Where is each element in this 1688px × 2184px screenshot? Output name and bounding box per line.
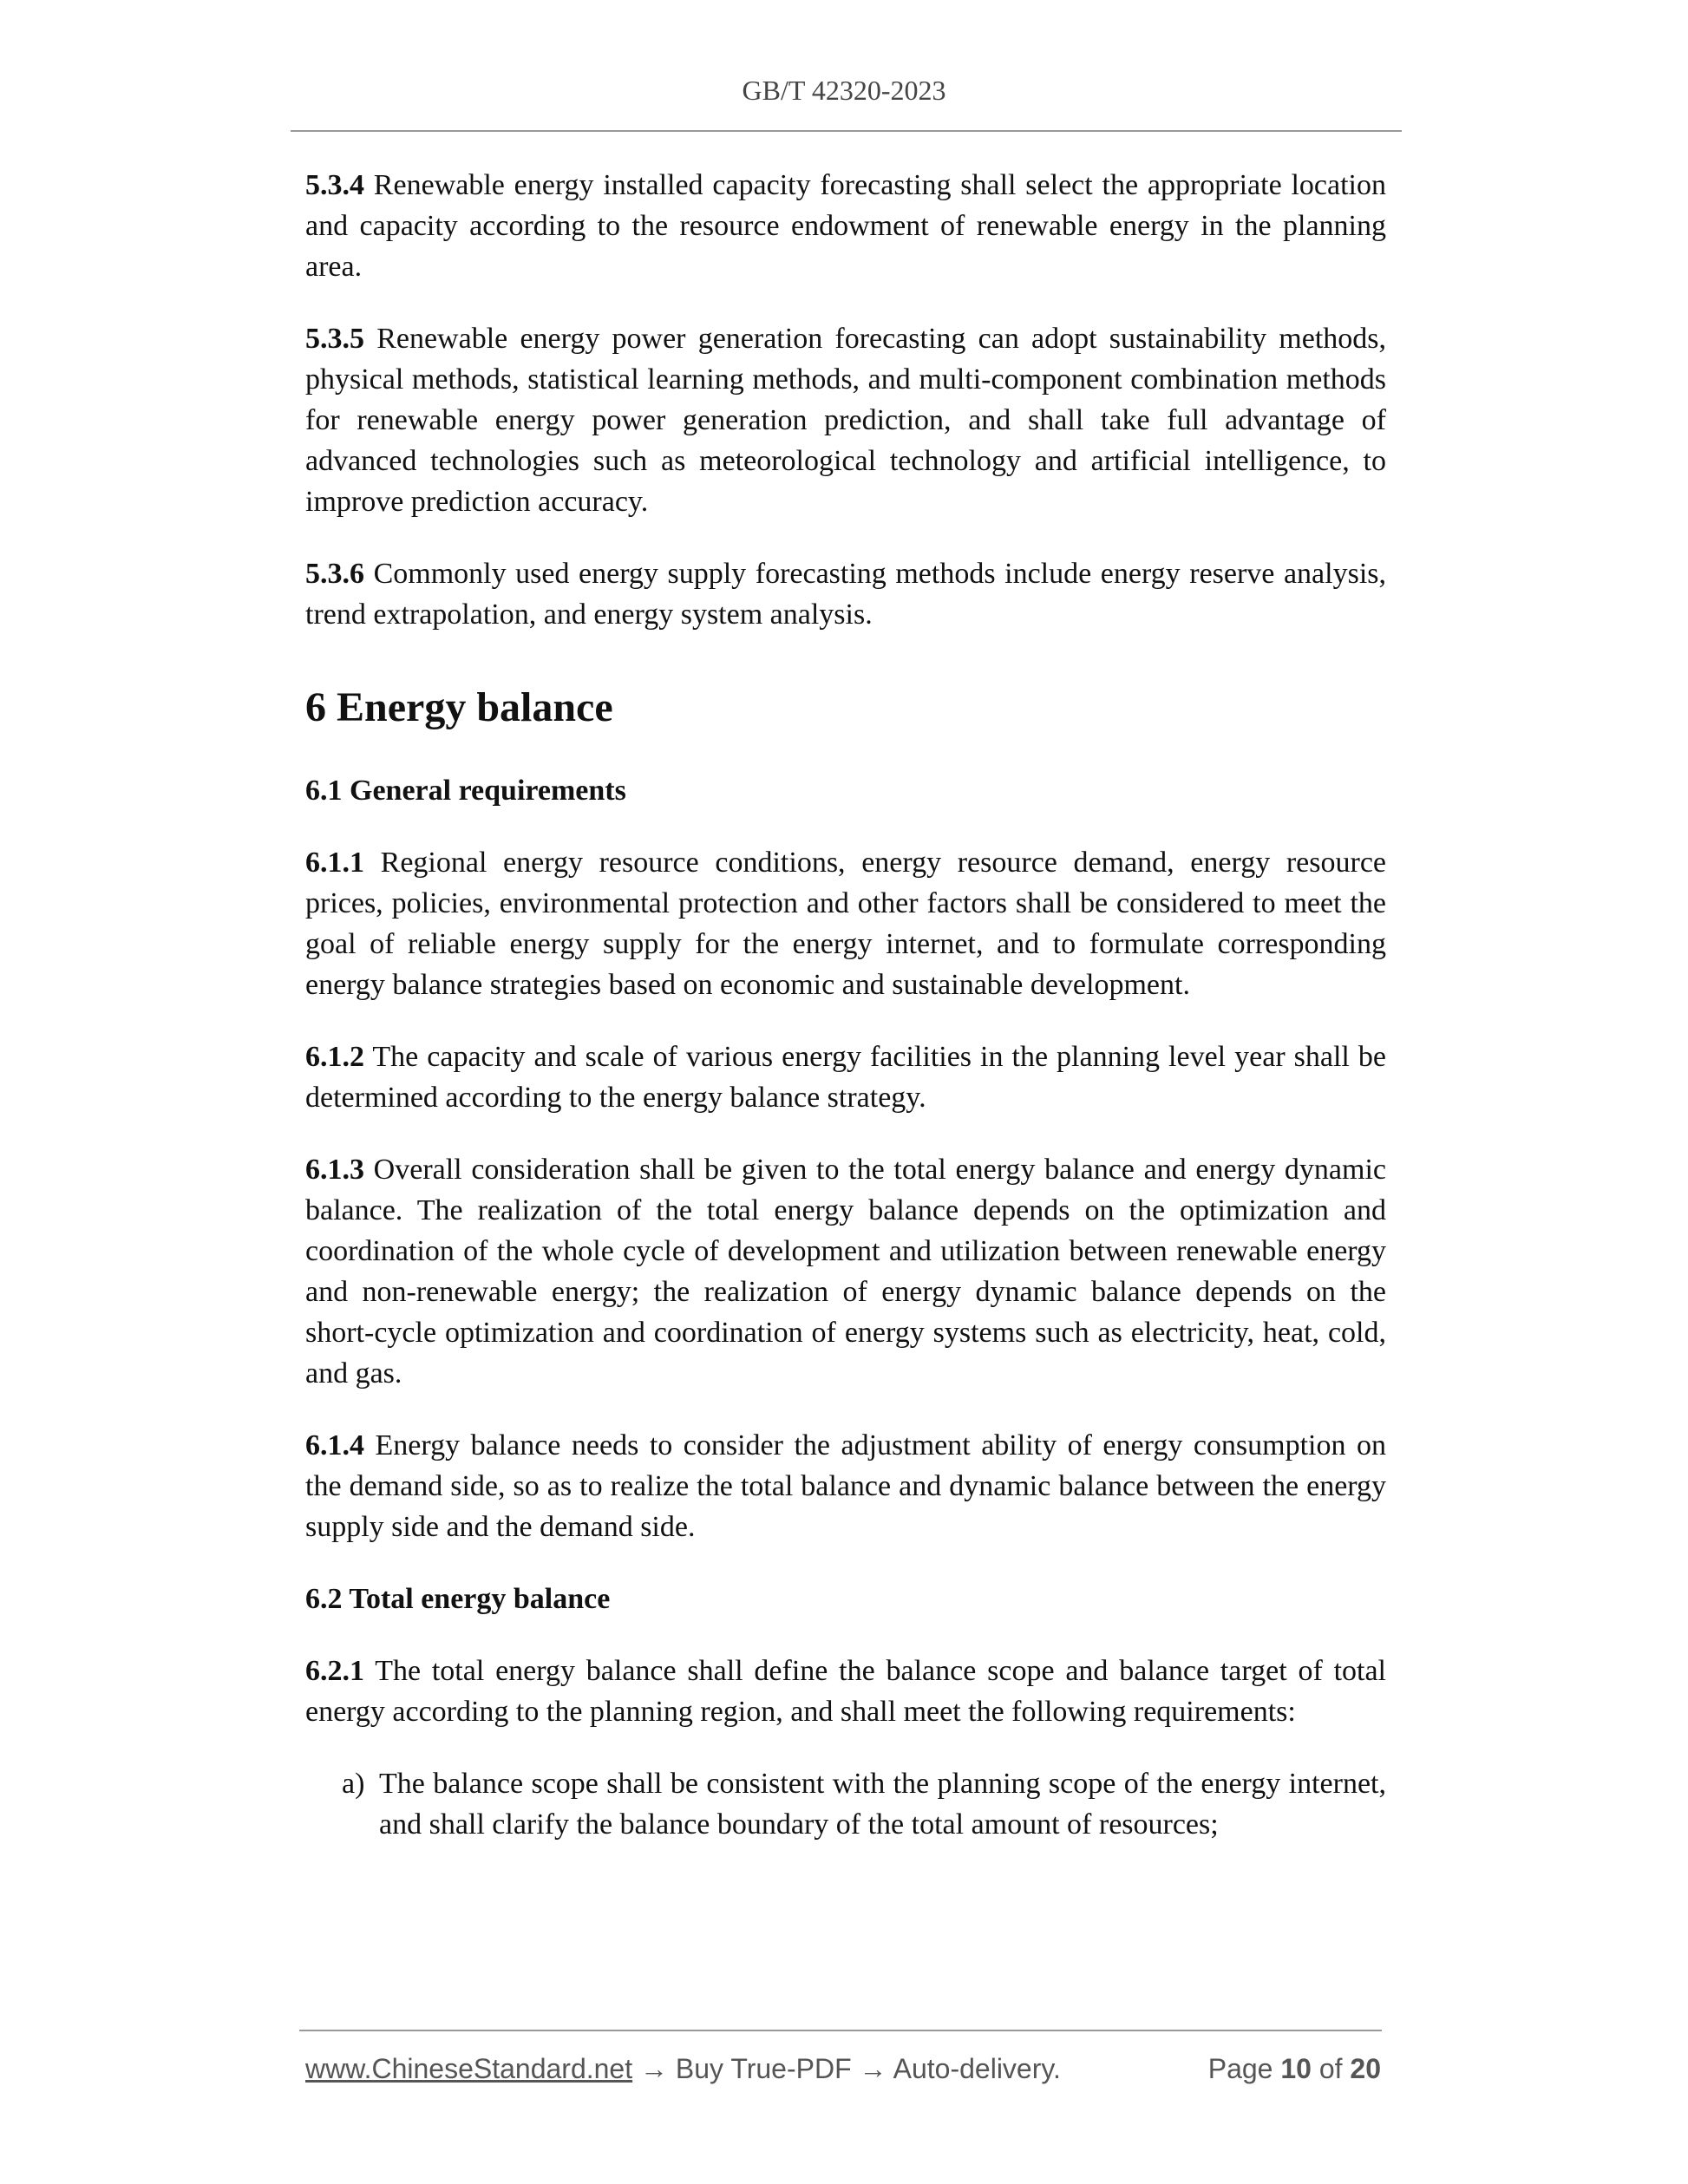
list-item-text: The balance scope shall be consistent with the planning scope of the energy internet, and shall clarify the balance boundary of the total amount of resources; [379, 1768, 1386, 1841]
page-total: 20 [1350, 2053, 1381, 2084]
list-marker: a) [342, 1768, 365, 1800]
page-indicator [1208, 2051, 1381, 2086]
clause-number: 5.3.4 [305, 169, 364, 201]
page-of-label: of [1318, 2053, 1343, 2084]
clause-number: 5.3.5 [305, 323, 364, 355]
page-label: Page [1207, 2053, 1273, 2084]
clause-number: 6.1.3 [305, 1154, 364, 1186]
clause-6-2-1 [305, 1651, 1386, 1732]
clause-text: Regional energy resource conditions, energy resource demand, energy resource prices, policies, environmental protection and other factors shall be considered to meet the goal of reliable energy supply for the energy internet, and to formulate corresponding energy balance strategies based on economic and sustainable development. [305, 847, 1386, 1001]
clause-number: 6.1.4 [305, 1429, 364, 1461]
document-body [305, 165, 1386, 1845]
clause-5-3-4 [305, 165, 1386, 287]
clause-text: Overall consideration shall be given to the total energy balance and energy dynamic balance. The realization of the total energy balance depends on the optimization and coordination of the whole cycle of development and utilization between renewable energy and non-renewable energy; the realization of energy dynamic balance depends on the short-cycle optimization and coordination of energy systems such as electricity, heat, cold, and gas. [305, 1154, 1386, 1390]
clause-text: The total energy balance shall define the balance scope and balance target of total energy according to the planning region, and shall meet the following requirements: [305, 1655, 1386, 1728]
clause-number: 6.2.1 [305, 1655, 364, 1687]
clause-text: The capacity and scale of various energy facilities in the planning level year shall be determined according to the energy balance strategy. [305, 1041, 1386, 1114]
subsection-heading-6-1: 6.1 General requirements [305, 775, 626, 807]
clause-5-3-5 [305, 318, 1386, 522]
website-link[interactable]: www.ChineseStandard.net [305, 2053, 633, 2084]
header-divider [291, 130, 1402, 132]
promo-text: → Buy True-PDF → Auto-delivery. [632, 2053, 1061, 2084]
clause-text: Commonly used energy supply forecasting methods include energy reserve analysis, trend extrapolation, and energy system analysis. [305, 558, 1386, 631]
clause-text: Renewable energy installed capacity forecasting shall select the appropriate location and capacity according to the resource endowment of renewable energy in the planning area. [305, 169, 1386, 283]
section-heading-6: 6 Energy balance [305, 684, 613, 730]
clause-6-1-4 [305, 1425, 1386, 1547]
page-current: 10 [1280, 2053, 1312, 2084]
clause-text: Energy balance needs to consider the adjustment ability of energy consumption on the demand side, so as to realize the total balance and dynamic balance between the energy supply side and the demand side. [305, 1429, 1386, 1543]
footer-divider [299, 2030, 1382, 2031]
document-code-header: GB/T 42320-2023 [742, 75, 946, 106]
clause-5-3-6 [305, 553, 1386, 635]
list-item-a [305, 1763, 1386, 1845]
clause-6-1-1 [305, 842, 1386, 1005]
clause-6-1-3 [305, 1149, 1386, 1394]
clause-6-1-2 [305, 1036, 1386, 1118]
clause-number: 6.1.2 [305, 1041, 364, 1073]
clause-number: 6.1.1 [305, 847, 364, 879]
clause-text: Renewable energy power generation forecasting can adopt sustainability methods, physical methods, statistical learning methods, and multi-component combination methods for renewable energy power generation prediction, and shall take full advantage of advanced technologies such as meteorological technology and artificial intelligence, to improve prediction accuracy. [305, 323, 1386, 518]
clause-number: 5.3.6 [305, 558, 364, 590]
page-footer [305, 2051, 1381, 2086]
subsection-heading-6-2: 6.2 Total energy balance [305, 1583, 611, 1615]
